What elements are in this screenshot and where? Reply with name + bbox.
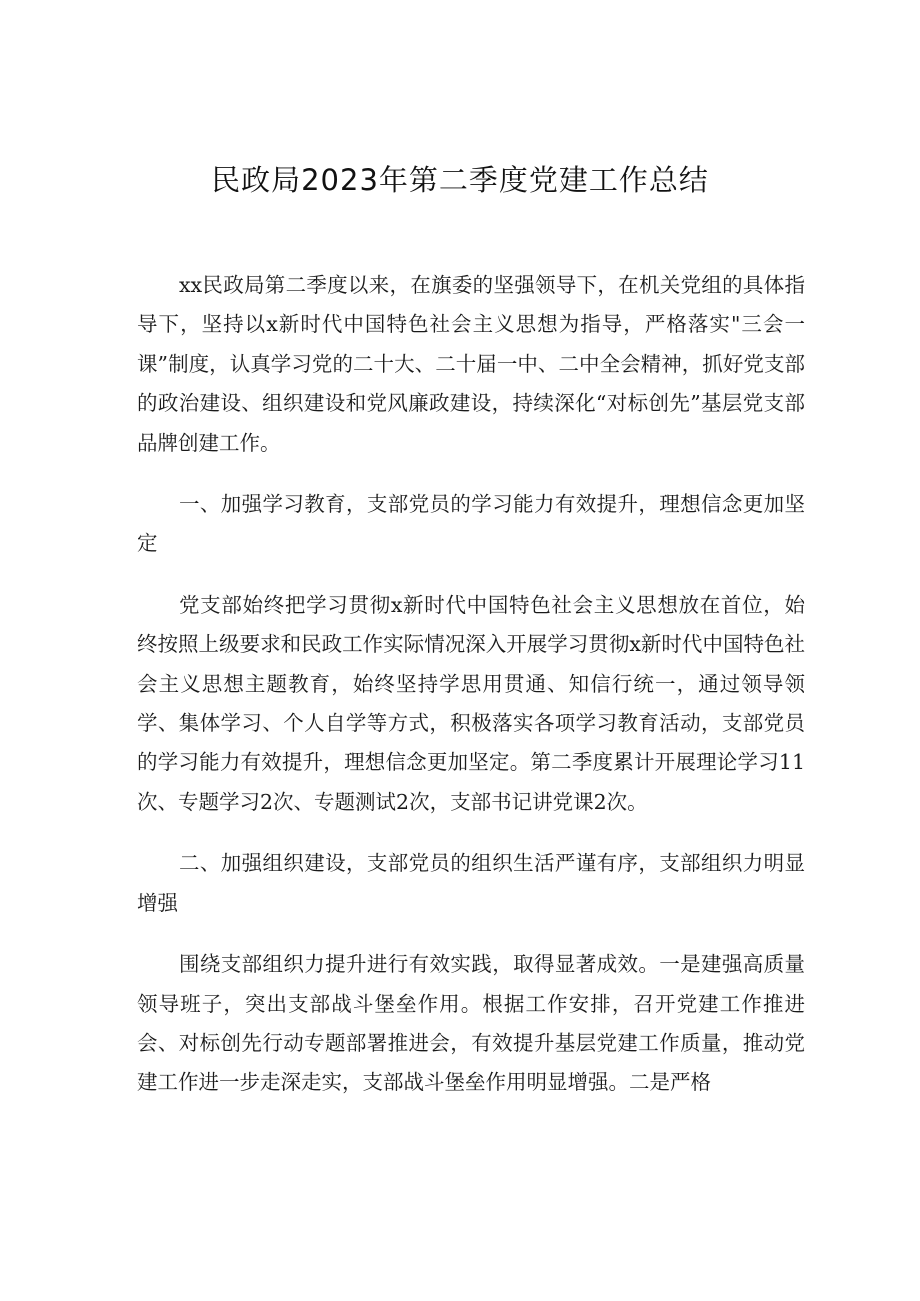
section-2-paragraph: 围绕支部组织力提升进行有效实践，取得显著成效。一是建强高质量领导班子，突出支部战斗堡垒作用。根据工作安排，召开党建工作推进会、对标创先行动专题部署推进会，有效提升基层党建工作质量，推动党建工作进一步走深走实，支部战斗堡垒作用明显增强。二是严格 (137, 952, 805, 1095)
document-body (137, 266, 805, 1125)
section-heading-2: 二、加强组织建设，支部党员的组织生活严谨有序，支部组织力明显增强 (137, 851, 805, 915)
intro-paragraph: xx民政局第二季度以来，在旗委的坚强领导下，在机关党组的具体指导下，坚持以x新时代中国特色社会主义思想为指导，严格落实"三会一课”制度，认真学习党的二十大、二十届一中、二中全会精神，抓好党支部的政治建设、组织建设和党风廉政建设，持续深化“对标创先”基层党支部品牌创建工作。 (137, 273, 805, 455)
section-1-paragraph: 党支部始终把学习贯彻x新时代中国特色社会主义思想放在首位，始终按照上级要求和民政工作实际情况深入开展学习贯彻x新时代中国特色社会主义思想主题教育，始终坚持学思用贯通、知信行统一，通过领导领学、集体学习、个人自学等方式，积极落实各项学习教育活动，支部党员的学习能力有效提升，理想信念更加坚定。第二季度累计开展理论学习11次、专题学习2次、专题测试2次，支部书记讲党课2次。 (137, 592, 805, 814)
section-heading-1: 一、加强学习教育，支部党员的学习能力有效提升，理想信念更加坚定 (137, 492, 805, 556)
document-title: 民政局2023年第二季度党建工作总结 (211, 163, 709, 197)
